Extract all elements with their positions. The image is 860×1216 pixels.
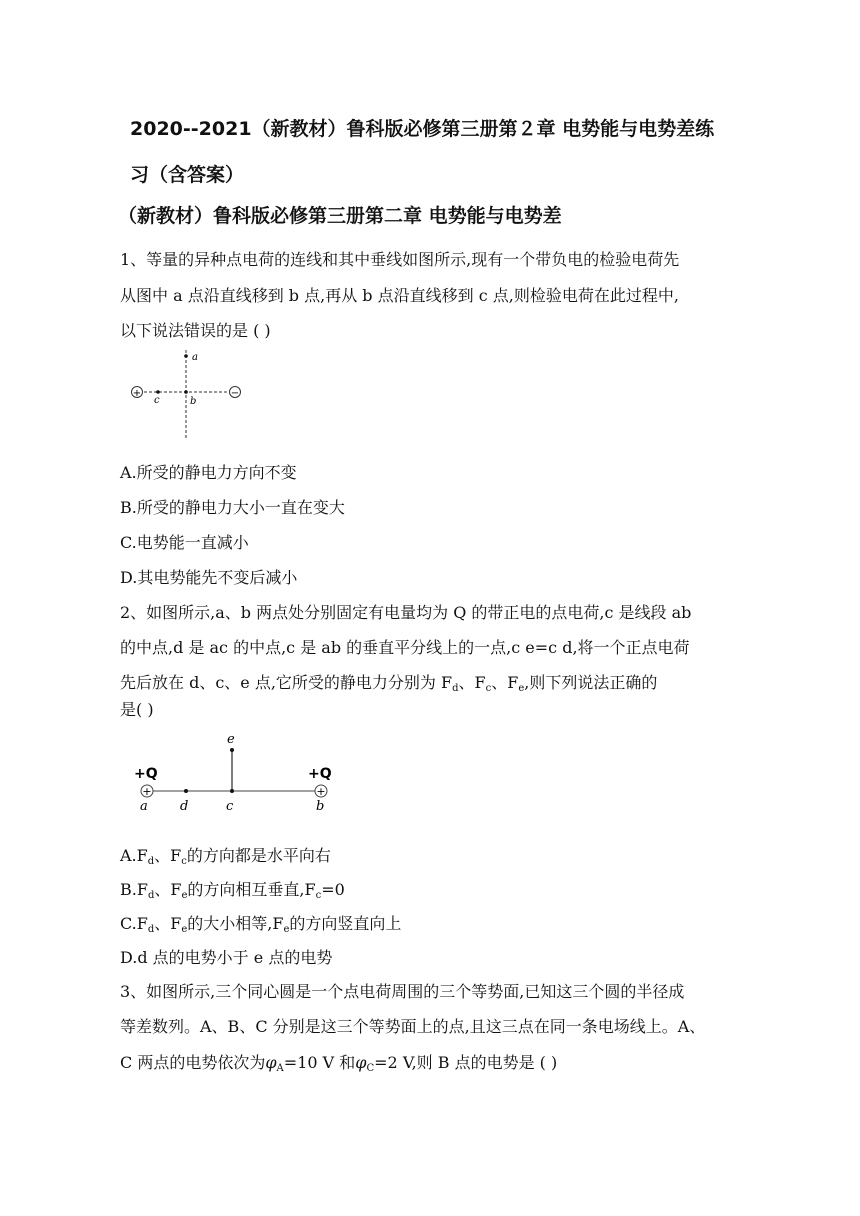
q1-label-a: a: [192, 352, 198, 363]
q1-point-b: [184, 390, 188, 394]
q1-option-b: B.所受的静电力大小一直在变大: [120, 498, 345, 517]
q2-stem-line-4: 是( ): [120, 700, 154, 719]
title-line-1: 2020--2021（新教材）鲁科版必修第三册第２章 电势能与电势差练: [130, 118, 715, 140]
q1-label-c: c: [154, 395, 160, 406]
q2-point-c: [230, 789, 234, 793]
q2-stem-line-2: 的中点,d 是 ac 的中点,c 是 ab 的垂直平分线上的一点,c e=c d,将一个正点电荷: [120, 638, 690, 657]
q2-label-e: e: [227, 732, 235, 747]
q1-option-a: A.所受的静电力方向不变: [120, 463, 297, 482]
q2-option-a: $A.F_d$、$F_c$的方向都是水平向右: [120, 846, 331, 867]
q1-label-b: b: [190, 396, 197, 407]
q2-stem-line-1: 2、如图所示,a、b 两点处分别固定有电量均为 Q 的带正电的点电荷,c 是线段 ab: [120, 603, 692, 622]
q2-label-b: b: [316, 799, 325, 814]
q1-stem-line-1: 1、等量的异种点电荷的连线和其中垂线如图所示,现有一个带负电的检验电荷先: [120, 250, 680, 269]
q1-stem-line-2: 从图中 a 点沿直线移到 b 点,再从 b 点沿直线移到 c 点,则检验电荷在此过程中,: [120, 286, 679, 305]
q2-stem-line-3: 先后放在 d、c、e 点,它所受的静电力分别为 $F_d$、$F_c$、$F_e$,则下列说法正确的: [120, 673, 658, 694]
q1-minus-sign: −: [230, 388, 240, 399]
q3-stem-line-1: 3、如图所示,三个同心圆是一个点电荷周围的三个等势面,已知这三个圆的半径成: [120, 982, 685, 1001]
q2-label-qb: +Q: [308, 766, 332, 782]
q1-point-a: [184, 354, 188, 358]
q1-option-d: D.其电势能先不变后减小: [120, 568, 298, 587]
title-line-2: 习（含答案）: [130, 164, 245, 186]
q1-point-c: [156, 390, 160, 394]
q2-label-qa: +Q: [134, 766, 158, 782]
section-subtitle: （新教材）鲁科版必修第三册第二章 电势能与电势差: [118, 205, 562, 227]
q1-option-c: C.电势能一直减小: [120, 533, 249, 552]
q2-point-d: [184, 789, 188, 793]
q3-stem-line-2: 等差数列。A、B、C 分别是这三个等势面上的点,且这三点在同一条电场线上。A、: [120, 1017, 706, 1036]
q2-label-d: d: [180, 799, 189, 814]
q2-charge-b-plus: +: [316, 785, 326, 798]
q2-option-d: D.d 点的电势小于 e 点的电势: [120, 948, 333, 967]
q1-plus-sign: +: [132, 388, 142, 399]
q2-option-c: $C.F_d$、$F_e$的大小相等$,F_e$的方向竖直向上: [120, 914, 402, 935]
q2-point-e: [230, 748, 234, 752]
q2-label-c: c: [226, 799, 234, 814]
q2-figure: [128, 730, 343, 815]
document-title: [130, 106, 770, 198]
q2-charge-a-plus: +: [142, 785, 152, 798]
q3-stem-line-3: C 两点的电势依次为$\varphi_A=10$ V 和$\varphi_C=2$ V,则 B 点的电势是 ( ): [120, 1053, 558, 1074]
q1-stem-line-3: 以下说法错误的是 ( ): [120, 321, 271, 340]
q2-option-b: $B.F_d$、$F_e$的方向相互垂直$,F_c=0$: [120, 880, 345, 901]
q1-figure: [125, 348, 250, 440]
q2-label-a: a: [140, 799, 148, 814]
